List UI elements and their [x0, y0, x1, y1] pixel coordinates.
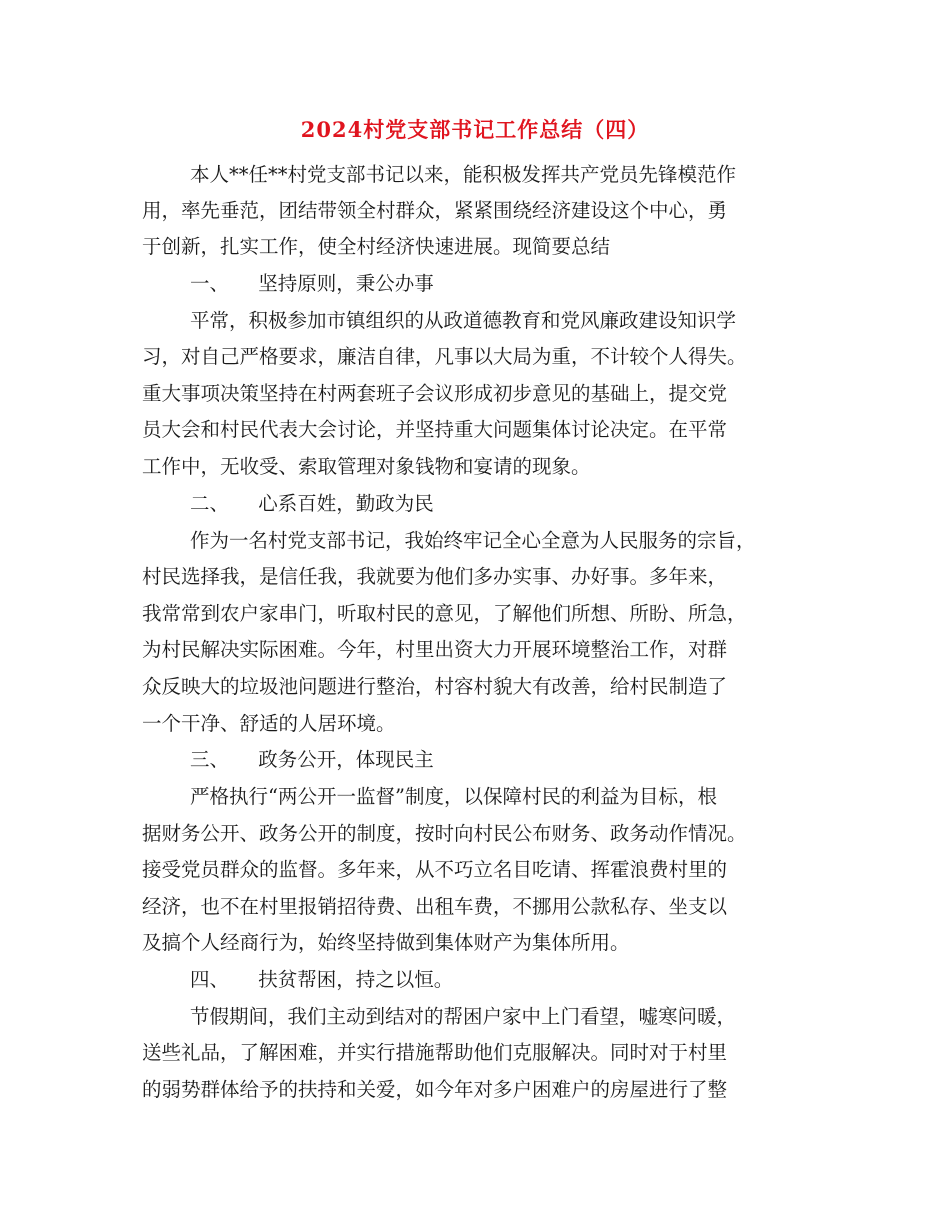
- body-line: 为村民解决实际困难。今年，村里出资大力开展环境整治工作，对群: [142, 638, 728, 661]
- body-line: 经济，也不在村里报销招待费、出租车费，不挪用公款私存、坐支以: [142, 895, 728, 918]
- body-line: 用，率先垂范，团结带领全村群众，紧紧围绕经济建设这个中心，勇: [142, 199, 728, 222]
- body-line: 据财务公开、政务公开的制度，按时向村民公布财务、政务动作情况。: [142, 822, 747, 845]
- section-heading: 三、 政务公开，体现民主: [190, 748, 434, 771]
- body-line: 村民选择我，是信任我，我就要为他们多办实事、办好事。多年来，: [142, 565, 728, 588]
- body-line: 及搞个人经商行为，始终坚持做到集体财产为集体所用。: [142, 931, 630, 954]
- body-line: 习，对自己严格要求，廉洁自律，凡事以大局为重，不计较个人得失。: [142, 345, 747, 368]
- body-line: 的弱势群体给予的扶持和关爱，如今年对多户困难户的房屋进行了整: [142, 1078, 728, 1101]
- body-line: 一个干净、舒适的人居环境。: [142, 712, 396, 735]
- section-heading: 四、 扶贫帮困，持之以恒。: [190, 968, 454, 991]
- body-line: 重大事项决策坚持在村两套班子会议形成初步意见的基础上，提交党: [142, 382, 728, 405]
- body-line: 节假期间，我们主动到结对的帮困户家中上门看望，嘘寒问暖，: [190, 1005, 737, 1028]
- body-line: 送些礼品，了解困难，并实行措施帮助他们克服解决。同时对于村里: [142, 1041, 728, 1064]
- body-line: 员大会和村民代表大会讨论，并坚持重大问题集体讨论决定。在平常: [142, 418, 728, 441]
- document-title: 2024村党支部书记工作总结（四）: [300, 117, 650, 142]
- body-line: 我常常到农户家串门，听取村民的意见，了解他们所想、所盼、所急，: [142, 602, 747, 625]
- section-heading: 二、 心系百姓，勤政为民: [190, 492, 434, 515]
- body-line: 于创新，扎实工作，使全村经济快速进展。现简要总结: [142, 235, 611, 258]
- body-line: 本人**任**村党支部书记以来，能积极发挥共产党员先锋模范作: [190, 163, 737, 186]
- body-line: 平常，积极参加市镇组织的从政道德教育和党风廉政建设知识学: [190, 309, 737, 332]
- body-line: 严格执行“两公开一监督”制度，以保障村民的利益为目标，根: [190, 785, 717, 808]
- body-line: 工作中，无收受、索取管理对象钱物和宴请的现象。: [142, 455, 591, 478]
- body-line: 众反映大的垃圾池问题进行整治，村容村貌大有改善，给村民制造了: [142, 675, 728, 698]
- body-line: 作为一名村党支部书记，我始终牢记全心全意为人民服务的宗旨，: [190, 529, 756, 552]
- body-line: 接受党员群众的监督。多年来，从不巧立名目吃请、挥霍浪费村里的: [142, 858, 728, 881]
- section-heading: 一、 坚持原则，秉公办事: [190, 272, 434, 295]
